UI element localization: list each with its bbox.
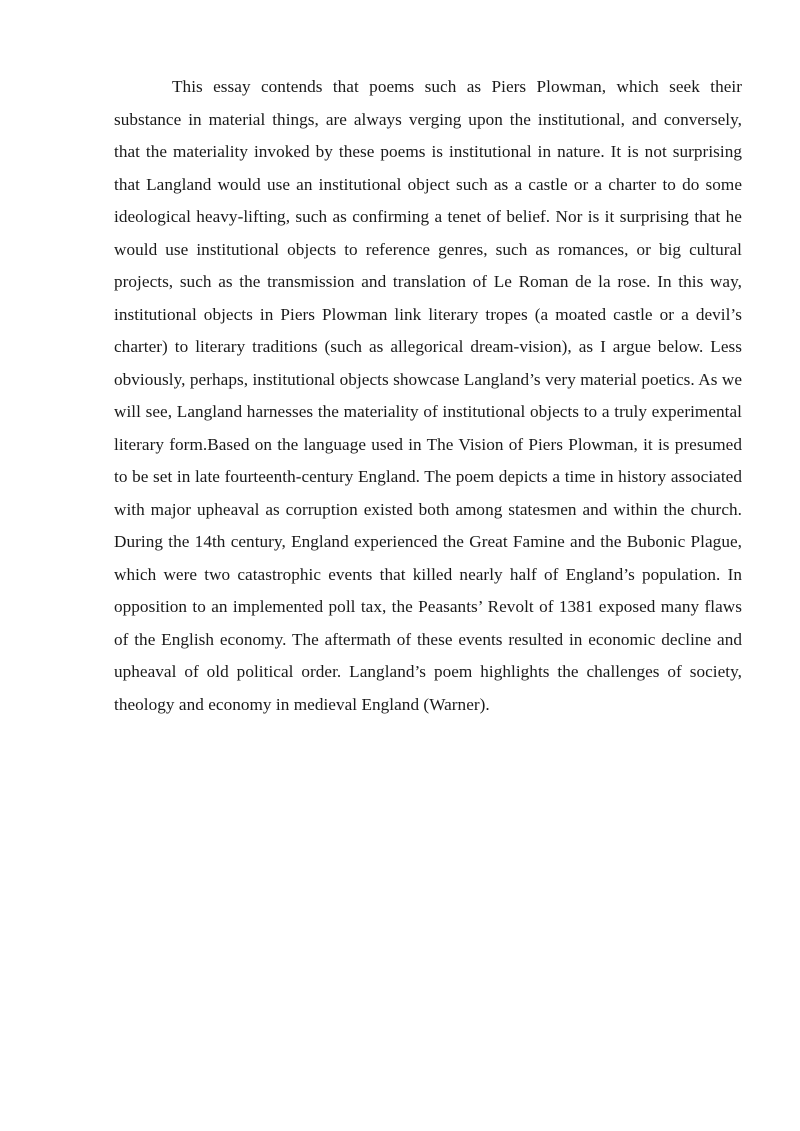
body-paragraph: This essay contends that poems such as Piers Plowman, which seek their substance in material things, are always verging upon the institutional, and conversely, that the materiality invoked by these poems is institutional in nature. It is not surprising that Langland would use an institutional object such as a castle or a charter to do some ideological heavy-lifting, such as confirming a tenet of belief. Nor is it surprising that he would use institutional objects to reference genres, such as romances, or big cultural projects, such as the transmission and translation of Le Roman de la rose. In this way, institutional objects in Piers Plowman link literary tropes (a moated castle or a devil’s charter) to literary traditions (such as allegorical dream-vision), as I argue below. Less obviously, perhaps, institutional objects showcase Langland’s very material poetics. As we will see, Langland harnesses the materiality of institutional objects to a truly experimental literary form.Based on the language used in The Vision of Piers Plowman, it is presumed to be set in late fourteenth-century England. The poem depicts a time in history associated with major upheaval as corruption existed both among statesmen and within the church. During the 14th century, England experienced the Great Famine and the Bubonic Plague, which were two catastrophic events that killed nearly half of England’s population. In opposition to an implemented poll tax, the Peasants’ Revolt of 1381 exposed many flaws of the English economy. The aftermath of these events resulted in economic decline and upheaval of old political order. Langland’s poem highlights the challenges of society, theology and economy in medieval England (Warner). [114, 77, 742, 714]
